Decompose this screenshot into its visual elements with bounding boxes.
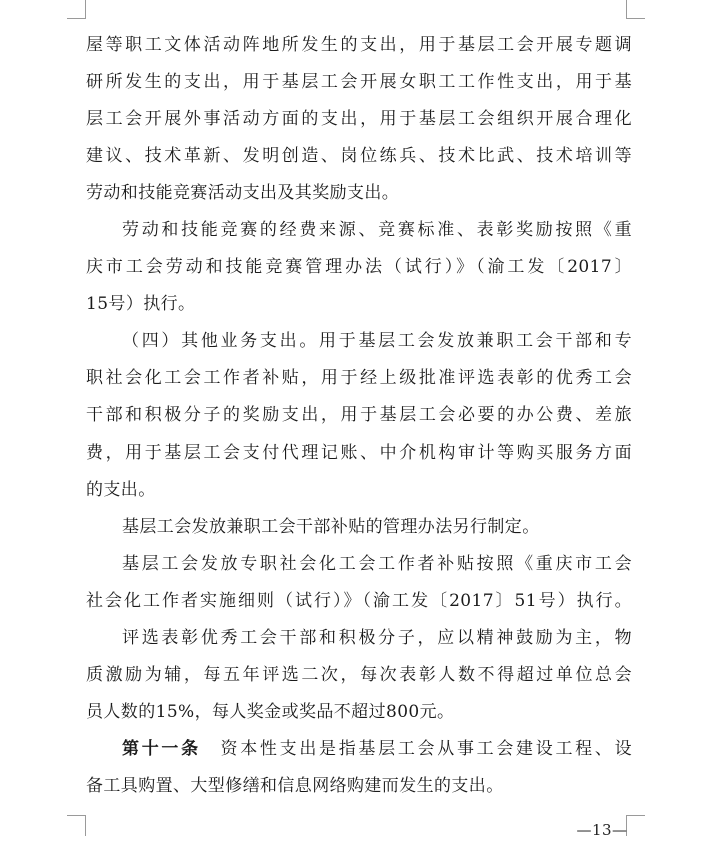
text-line: 屋等职工文体活动阵地所发生的支出，用于基层工会开展专题调 (86, 35, 632, 55)
article-start-line (86, 731, 632, 768)
text-line: 职社会化工会工作者补贴，用于经上级批准评选表彰的优秀工会 (86, 368, 632, 389)
text-line: 劳动和技能竞赛活动支出及其奖励支出。 (86, 183, 400, 204)
text-line: 干部和积极分子的奖励支出，用于基层工会必要的办公费、差旅 (86, 405, 632, 426)
text-line: 庆市工会劳动和技能竞赛管理办法（试行）》（渝工发〔2017〕 (86, 257, 632, 278)
text-line: 质激励为辅，每五年评选二次，每次表彰人数不得超过单位总会 (86, 664, 632, 685)
paragraph-start-line: 基层工会发放专职社会化工会工作者补贴按照《重庆市工会 (122, 553, 632, 574)
paragraph-start-line: 基层工会发放兼职工会干部补贴的管理办法另行制定。 (122, 516, 540, 537)
paragraph-start-line: 劳动和技能竞赛的经费来源、竞赛标准、表彰奖励按照《重 (122, 220, 632, 241)
article-text: 资本性支出是指基层工会从事工会建设工程、设 (220, 738, 632, 759)
crop-mark-top-left (67, 0, 86, 19)
text-line: 的支出。 (86, 479, 156, 500)
crop-mark-bottom-left (67, 815, 86, 836)
page-number: —13— (576, 821, 628, 839)
text-line: 建议、技术革新、发明创造、岗位练兵、技术比武、技术培训等 (86, 146, 632, 167)
text-line: 备工具购置、大型修缮和信息网络购建而发生的支出。 (86, 775, 504, 796)
text-line: 费，用于基层工会支付代理记账、中介机构审计等购买服务方面 (86, 442, 632, 463)
text-line: 层工会开展外事活动方面的支出，用于基层工会组织开展合理化 (86, 109, 632, 130)
paragraph-start-line: 评选表彰优秀工会干部和积极分子，应以精神鼓励为主，物 (122, 627, 632, 648)
text-line: 社会化工作者实施细则（试行）》（渝工发〔2017〕51号）执行。 (86, 590, 632, 611)
paragraph-start-line: （四）其他业务支出。用于基层工会发放兼职工会干部和专 (122, 331, 632, 352)
text-line: 员人数的15%，每人奖金或奖品不超过800元。 (86, 701, 455, 722)
text-line: 研所发生的支出，用于基层工会开展女职工工作性支出，用于基 (86, 72, 632, 93)
article-heading: 第十一条 (122, 738, 201, 759)
crop-mark-top-right (626, 0, 645, 19)
document-body (86, 27, 632, 805)
text-line: 15号）执行。 (86, 294, 196, 315)
